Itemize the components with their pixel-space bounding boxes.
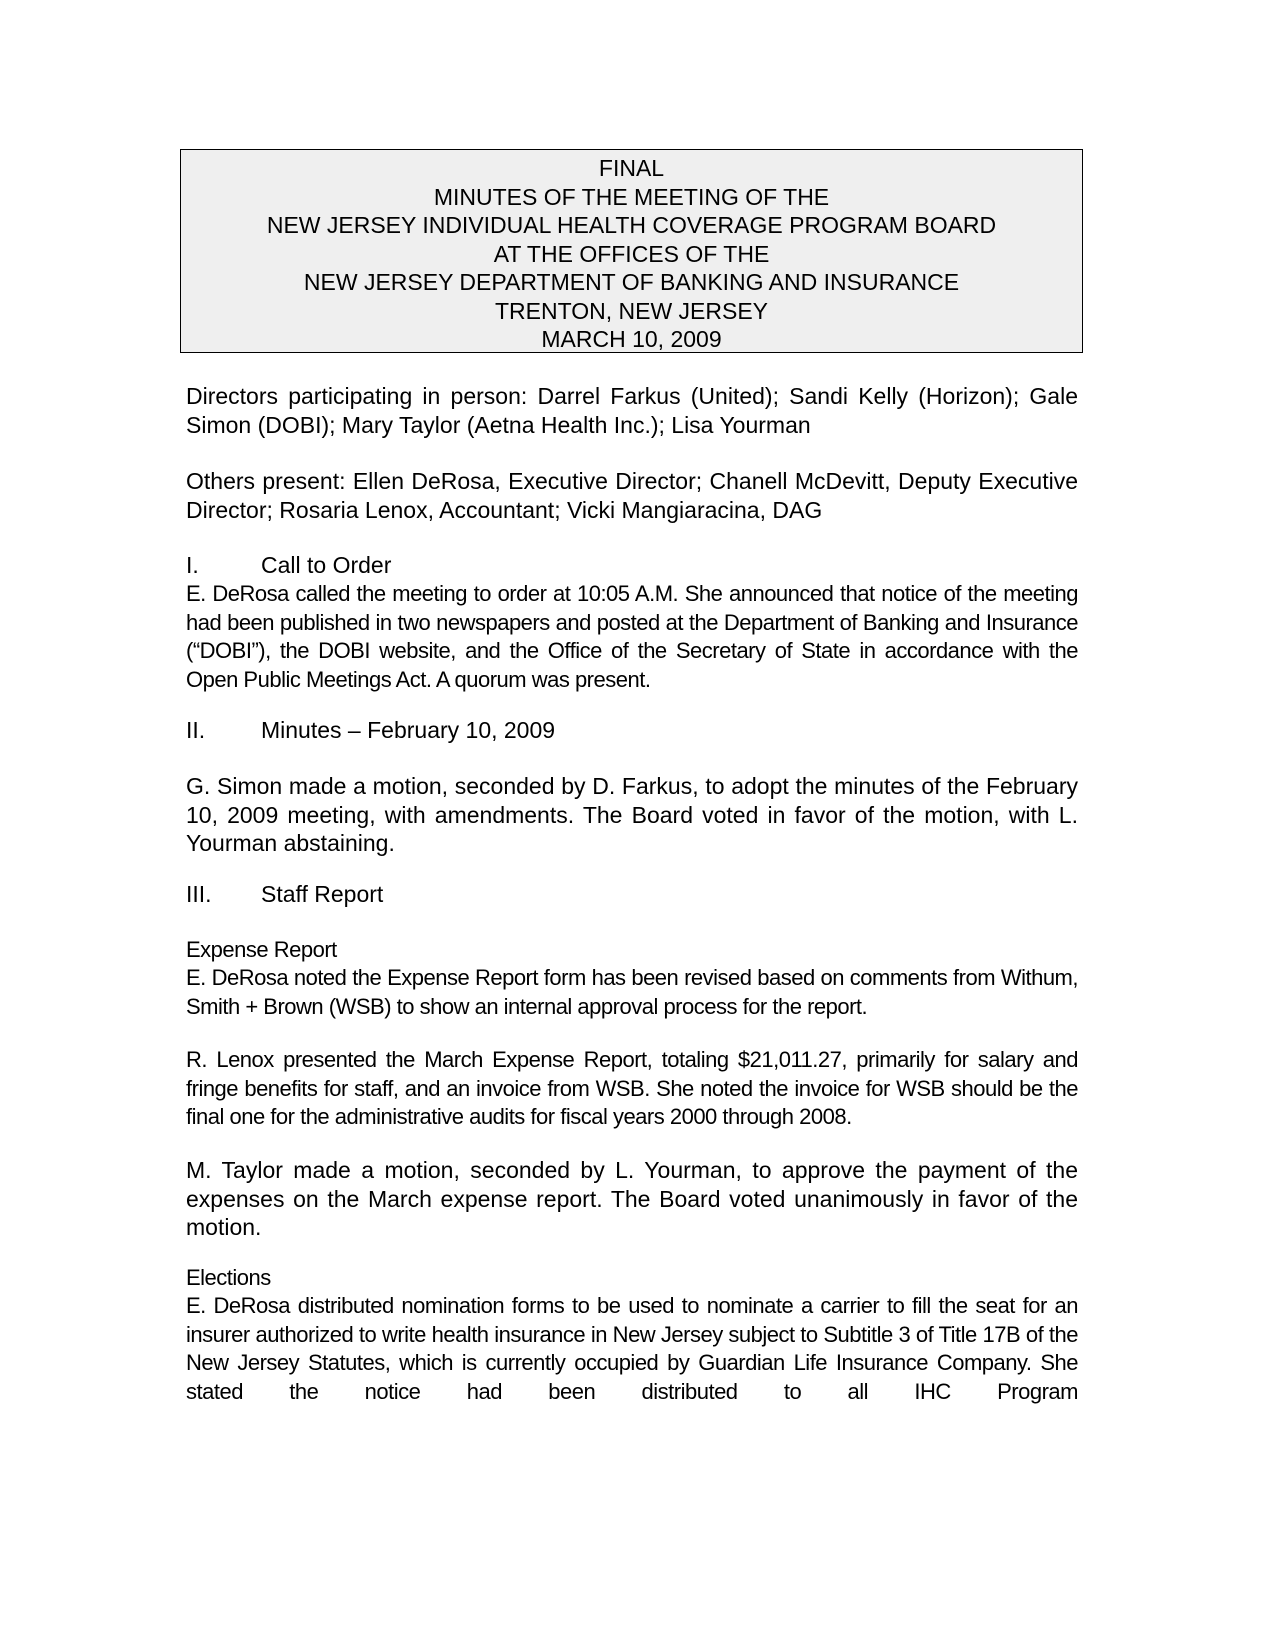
title-line: MARCH 10, 2009 (541, 326, 722, 352)
call-to-order-paragraph: E. DeRosa called the meeting to order at 10:05 A.M. She announced that notice of the meeting had been published in two newspapers and posted at the Department of Banking and Insurance (“DOBI”), the DOBI website, and the Office of the Secretary of State in accordance with the Open Public Meetings Act. A quorum was present. (186, 581, 1078, 692)
others-present-paragraph: Others present: Ellen DeRosa, Executive Director; Chanell McDevitt, Deputy Executive Director; Rosaria Lenox, Accountant; Vicki Mangiaracina, DAG (186, 468, 1078, 523)
expense-report-paragraph: E. DeRosa noted the Expense Report form has been revised based on comments from Withum, Smith + Brown (WSB) to show an internal approval process for the report. (186, 965, 1078, 1019)
section-number: I. (186, 552, 199, 578)
title-box (180, 149, 1083, 353)
directors-paragraph: Directors participating in person: Darrel Farkus (United); Sandi Kelly (Horizon); Gale Simon (DOBI); Mary Taylor (Aetna Health Inc.); Lisa Yourman (186, 383, 1078, 438)
title-line: AT THE OFFICES OF THE (493, 240, 770, 267)
expense-report-heading: Expense Report (186, 937, 337, 962)
section-number: III. (186, 881, 212, 907)
minutes-paragraph: G. Simon made a motion, seconded by D. Farkus, to adopt the minutes of the February 10, 2009 meeting, with amendments. The Board voted in favor of the motion, with L. Yourman abstaining. (186, 773, 1078, 856)
expense-motion-paragraph: M. Taylor made a motion, seconded by L. Yourman, to approve the payment of the expenses on the March expense report. The Board voted unanimously in favor of the motion. (186, 1157, 1078, 1240)
title-line: NEW JERSEY INDIVIDUAL HEALTH COVERAGE PROGRAM BOARD (266, 212, 997, 238)
title-line: MINUTES OF THE MEETING OF THE (433, 183, 830, 210)
elections-paragraph: E. DeRosa distributed nomination forms to be used to nominate a carrier to fill the seat for an insurer authorized to write health insurance in New Jersey subject to Subtitle 3 of Title 17B of the New Jersey Statutes, which is currently occupied by Guardian Life Insurance Company. She stated the notice had been distributed to all IHC Program (186, 1293, 1078, 1404)
section-title: Minutes – February 10, 2009 (261, 717, 556, 743)
lenox-expense-paragraph: R. Lenox presented the March Expense Report, totaling $21,011.27, primarily for salary and fringe benefits for staff, and an invoice from WSB. She noted the invoice for WSB should be the final one for the administrative audits for fiscal years 2000 through 2008. (186, 1047, 1078, 1129)
elections-heading: Elections (186, 1265, 271, 1290)
section-heading-call-to-order (186, 551, 1078, 580)
section-title: Staff Report (261, 881, 384, 907)
title-line: NEW JERSEY DEPARTMENT OF BANKING AND INSURANCE (303, 269, 960, 295)
section-number: II. (186, 717, 206, 743)
section-heading-staff-report (186, 880, 1078, 909)
section-title: Call to Order (261, 552, 392, 578)
title-line: TRENTON, NEW JERSEY (494, 297, 769, 324)
title-line: FINAL (598, 155, 665, 181)
section-heading-minutes (186, 716, 1078, 745)
